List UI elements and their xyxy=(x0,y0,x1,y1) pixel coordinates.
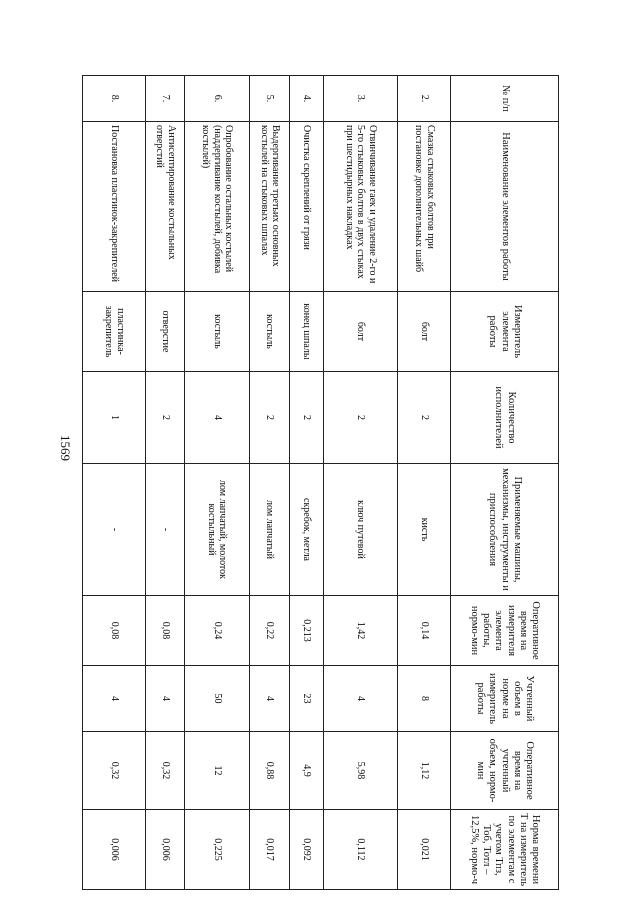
table-cell: 1,42 xyxy=(324,596,398,666)
header-cell: Количество исполнителей xyxy=(451,372,559,464)
table-cell: 0,225 xyxy=(184,810,250,890)
table-cell: 4 xyxy=(184,372,250,464)
table-cell: костыль xyxy=(184,292,250,372)
table-cell: 0,08 xyxy=(146,596,184,666)
table-cell: 0,112 xyxy=(324,810,398,890)
table-cell: Смазка стыковых болтов при постановке дополнительных шайб xyxy=(398,122,451,292)
table-header-row xyxy=(451,76,559,890)
table-cell: 4 xyxy=(250,666,290,732)
table-cell: 4 xyxy=(83,666,147,732)
table-cell: 2 xyxy=(146,372,184,464)
header-cell: Применяемые машины, механизмы, инструменты и приспособления xyxy=(451,464,559,596)
table-cell: 0,24 xyxy=(184,596,250,666)
header-cell: Измеритель элемента работы xyxy=(451,292,559,372)
table-cell: болт xyxy=(324,292,398,372)
table-cell: 0,006 xyxy=(146,810,184,890)
table-row xyxy=(324,76,398,890)
table-cell: 2. xyxy=(398,76,451,122)
table-cell: болт xyxy=(398,292,451,372)
table-cell: 0,092 xyxy=(290,810,324,890)
table-cell: 4 xyxy=(324,666,398,732)
table-cell: лом лапчатый, молоток костыльный xyxy=(184,464,250,596)
page-number: 1569 xyxy=(58,435,73,461)
header-cell: Оперативное время на учтенный объем, нормо-мин xyxy=(451,732,559,810)
table-row xyxy=(250,76,290,890)
table-cell: кисть xyxy=(398,464,451,596)
header-cell: Норма времени Т на измеритель по элементам с учетом Тпз, Тоб, Тотл – 12,5%, нормо-ч xyxy=(451,810,559,890)
table-row xyxy=(146,76,184,890)
table-cell: пластинка-закрепитель xyxy=(83,292,147,372)
table-cell: 0,22 xyxy=(250,596,290,666)
table-cell: 0,006 xyxy=(83,810,147,890)
table-cell: Опробование остальных костылей (наддергивание костылей, добивка костылей) xyxy=(184,122,250,292)
work-elements-table xyxy=(82,75,559,890)
table-cell: - xyxy=(83,464,147,596)
table-cell: 0,14 xyxy=(398,596,451,666)
table-cell: 5. xyxy=(250,76,290,122)
table-cell: отверстие xyxy=(146,292,184,372)
table-cell: 7. xyxy=(146,76,184,122)
header-cell: № п/п xyxy=(451,76,559,122)
table-cell: 2 xyxy=(290,372,324,464)
table-row xyxy=(184,76,250,890)
table-cell: 0,017 xyxy=(250,810,290,890)
table-cell: 12 xyxy=(184,732,250,810)
table-cell: 4. xyxy=(290,76,324,122)
table-cell: - xyxy=(146,464,184,596)
table-cell: 4,9 xyxy=(290,732,324,810)
table-cell: 5,98 xyxy=(324,732,398,810)
table-cell: 2 xyxy=(324,372,398,464)
header-cell: Наименование элементов работы xyxy=(451,122,559,292)
table-cell: 1 xyxy=(83,372,147,464)
header-cell: Оперативное время на измерителя элемента работы, нормо-мин xyxy=(451,596,559,666)
table-row xyxy=(398,76,451,890)
table-cell: Очистка скреплений от грязи xyxy=(290,122,324,292)
table-cell: Постановка пластинок-закрепителей xyxy=(83,122,147,292)
table-cell: 0,32 xyxy=(83,732,147,810)
table-cell: конец шпалы xyxy=(290,292,324,372)
table-cell: 50 xyxy=(184,666,250,732)
header-cell: Учтенный объем в норме на измеритель работы xyxy=(451,666,559,732)
table-cell: 2 xyxy=(398,372,451,464)
table-container xyxy=(82,75,559,889)
table-cell: 2 xyxy=(250,372,290,464)
table-cell: 0,213 xyxy=(290,596,324,666)
table-cell: 8 xyxy=(398,666,451,732)
table-cell: 6. xyxy=(184,76,250,122)
table-cell: 1,12 xyxy=(398,732,451,810)
table-row xyxy=(83,76,147,890)
table-cell: лом лапчатый xyxy=(250,464,290,596)
table-row xyxy=(290,76,324,890)
table-cell: 4 xyxy=(146,666,184,732)
table-cell: Антисептирование костыльных отверстий xyxy=(146,122,184,292)
table-cell: Выдергивание третьих основных костылей на стыковых шпалах xyxy=(250,122,290,292)
table-cell: 3. xyxy=(324,76,398,122)
table-cell: 0,021 xyxy=(398,810,451,890)
table-cell: 23 xyxy=(290,666,324,732)
table-cell: 0,88 xyxy=(250,732,290,810)
table-cell: 0,32 xyxy=(146,732,184,810)
table-cell: костыль xyxy=(250,292,290,372)
table-cell: скребок, метла xyxy=(290,464,324,596)
table-cell: ключ путевой xyxy=(324,464,398,596)
table-cell: Отвинчивание гаек и удаление 2-го и 5-го стыковых болтов в двух стыках при шестидырных накладках xyxy=(324,122,398,292)
table-cell: 8. xyxy=(83,76,147,122)
table-cell: 0,08 xyxy=(83,596,147,666)
